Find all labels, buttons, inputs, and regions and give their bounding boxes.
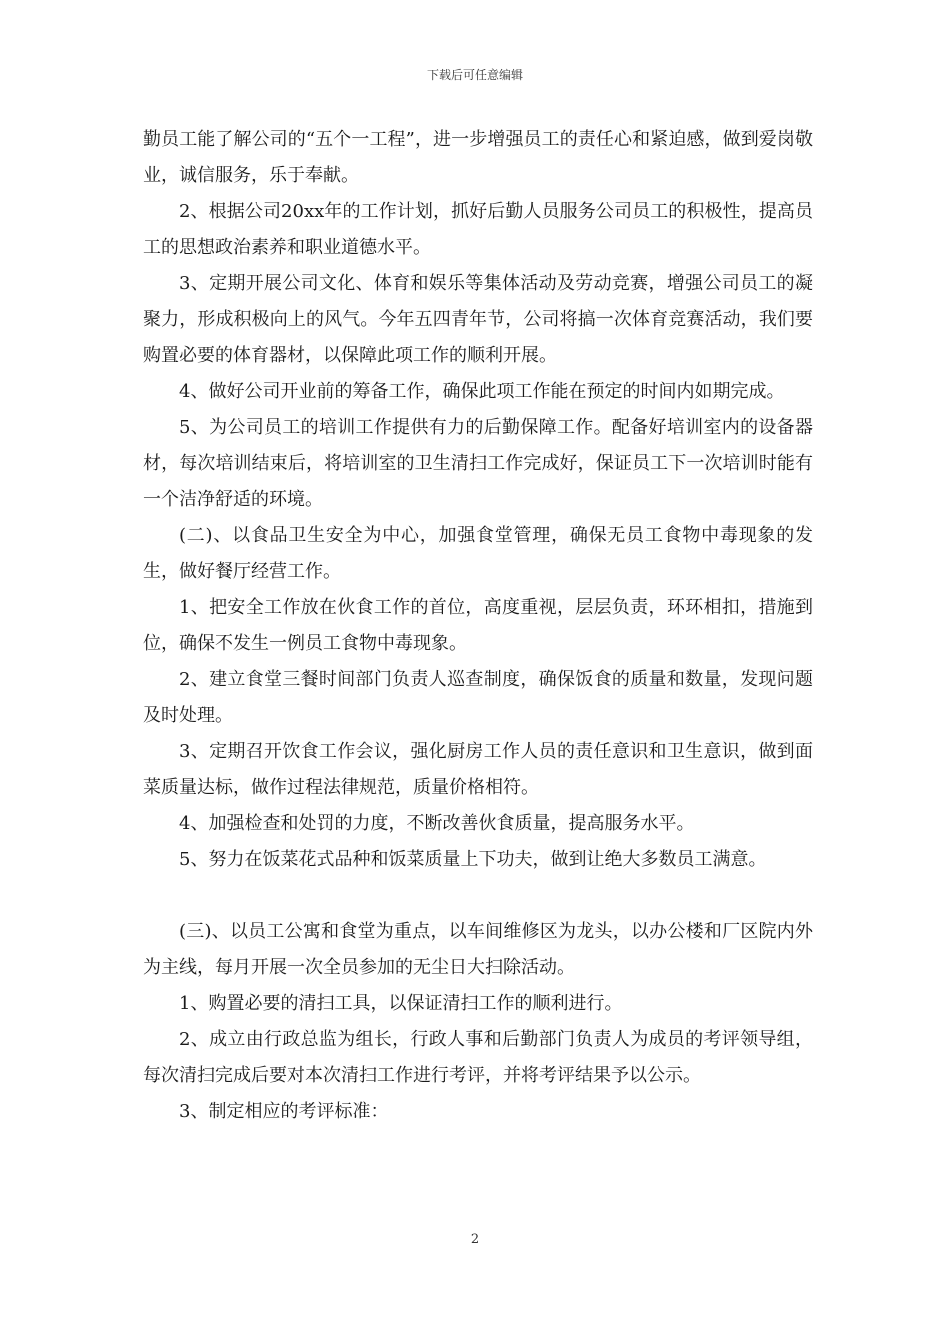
- paragraph-7: 1、把安全工作放在伙食工作的首位，高度重视，层层负责，环环相扣，措施到位，确保不发生一例员工食物中毒现象。: [143, 597, 813, 654]
- paragraph-13: 1、购置必要的清扫工具，以保证清扫工作的顺利进行。: [179, 993, 623, 1014]
- paragraph-4: 4、做好公司开业前的筹备工作，确保此项工作能在预定的时间内如期完成。: [179, 381, 785, 402]
- paragraph-3: 3、定期开展公司文化、体育和娱乐等集体活动及劳动竞赛，增强公司员工的凝聚力，形成积极向上的风气。今年五四青年节，公司将搞一次体育竞赛活动，我们要购置必要的体育器材，以保障此项工作的顺利开展。: [143, 273, 813, 366]
- paragraph-8: 2、建立食堂三餐时间部门负责人巡查制度，确保饭食的质量和数量，发现问题及时处理。: [143, 669, 813, 726]
- paragraph-14: 2、成立由行政总监为组长，行政人事和后勤部门负责人为成员的考评领导组，每次清扫完成后要对本次清扫工作进行考评，并将考评结果予以公示。: [143, 1029, 813, 1086]
- document-body: [143, 122, 813, 1130]
- paragraph-2: 2、根据公司20xx年的工作计划，抓好后勤人员服务公司员工的积极性，提高员工的思想政治素养和职业道德水平。: [143, 201, 813, 258]
- paragraph-5: 5、为公司员工的培训工作提供有力的后勤保障工作。配备好培训室内的设备器材，每次培训结束后，将培训室的卫生清扫工作完成好，保证员工下一次培训时能有一个洁净舒适的环境。: [143, 417, 813, 510]
- paragraph-10: 4、加强检查和处罚的力度，不断改善伙食质量，提高服务水平。: [179, 813, 695, 834]
- paragraph-12: (三)、以员工公寓和食堂为重点，以车间维修区为龙头，以办公楼和厂区院内外为主线，每月开展一次全员参加的无尘日大扫除活动。: [143, 921, 813, 978]
- blank-line: [143, 878, 813, 914]
- paragraph-1: 勤员工能了解公司的“五个一工程”，进一步增强员工的责任心和紧迫感，做到爱岗敬业，诚信服务，乐于奉献。: [143, 129, 813, 186]
- paragraph-6: (二)、以食品卫生安全为中心，加强食堂管理，确保无员工食物中毒现象的发生，做好餐厅经营工作。: [143, 525, 813, 582]
- page-number: 2: [470, 1232, 480, 1247]
- paragraph-9: 3、定期召开饮食工作会议，强化厨房工作人员的责任意识和卫生意识，做到面菜质量达标，做作过程法律规范，质量价格相符。: [143, 741, 813, 798]
- page-header-note: 下载后可任意编辑: [426, 68, 523, 82]
- paragraph-11: 5、努力在饭菜花式品种和饭菜质量上下功夫，做到让绝大多数员工满意。: [179, 849, 767, 870]
- paragraph-15: 3、制定相应的考评标准：: [179, 1101, 389, 1122]
